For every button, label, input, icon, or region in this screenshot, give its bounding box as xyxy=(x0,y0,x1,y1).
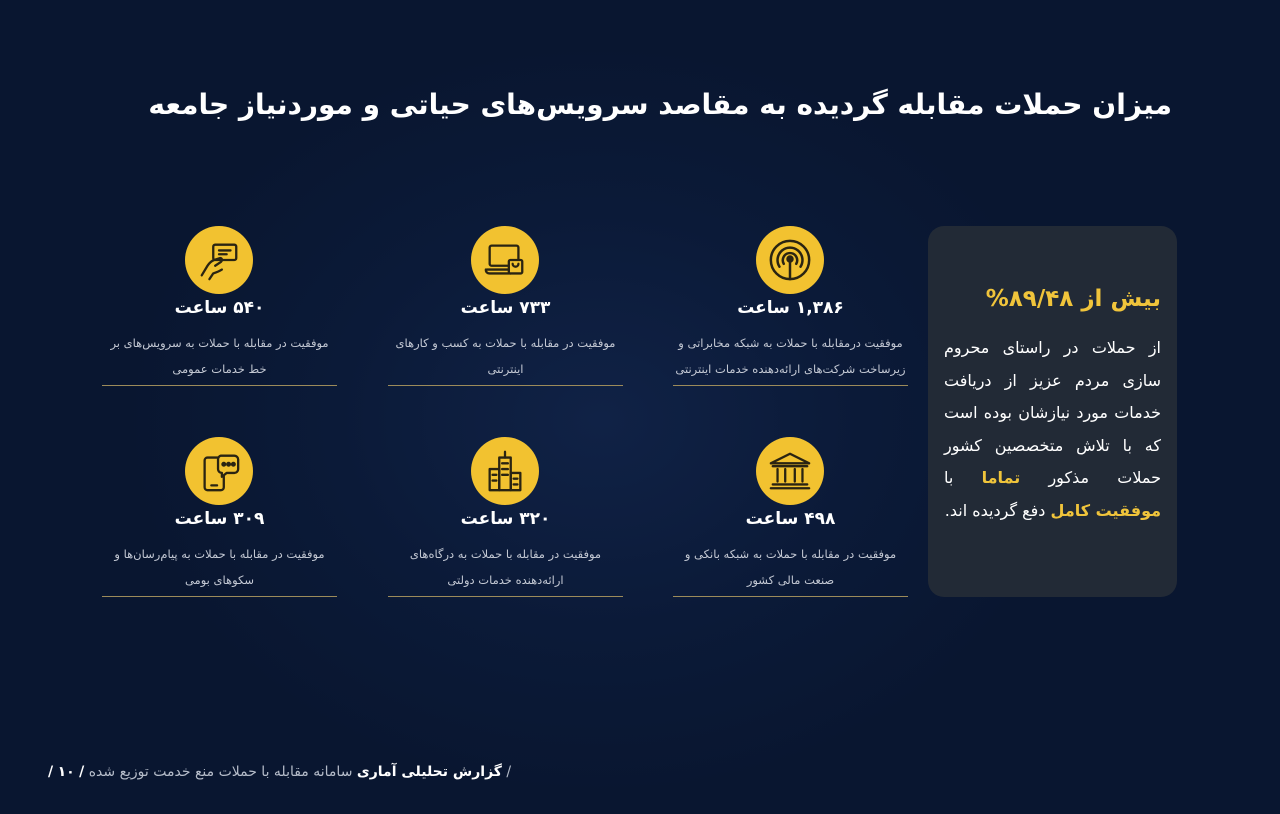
stat-government-portals xyxy=(388,437,623,597)
stat-description: موفقیت در مقابله با حملات به پیام‌رسان‌ها و سکوهای بومی xyxy=(114,547,325,587)
bank-icon xyxy=(756,437,824,505)
stat-description: موفقیت در مقابله با حملات به سرویس‌های بر خط خدمات عمومی xyxy=(110,336,329,376)
summary-text xyxy=(944,332,1161,527)
divider xyxy=(388,596,623,597)
hand-card-icon xyxy=(185,226,253,294)
summary-heading: بیش از ۸۹/۴۸% xyxy=(985,286,1161,312)
stat-description: موفقیت درمقابله با حملات به شبکه مخابراتی و زیرساخت شرکت‌های ارائه‌دهنده خدمات اینترنتی xyxy=(675,336,906,376)
stat-hours: ۳۰۹ ساعت xyxy=(174,509,265,529)
summary-card xyxy=(928,226,1177,597)
divider xyxy=(388,385,623,386)
summary-highlight-fully: تماما xyxy=(981,468,1021,487)
broadcast-antenna-icon xyxy=(756,226,824,294)
footer-page-slash-end: / xyxy=(48,764,54,780)
page-number: ۱۰ xyxy=(57,764,75,780)
divider xyxy=(102,385,337,386)
messenger-phone-icon xyxy=(185,437,253,505)
stat-messengers xyxy=(102,437,337,597)
online-shop-icon xyxy=(471,226,539,294)
divider xyxy=(673,385,908,386)
summary-text-after: دفع گردیده اند. xyxy=(944,500,1046,520)
footer-slash: / xyxy=(501,764,512,780)
footer-subtitle: سامانه مقابله با حملات منع خدمت توزیع شده xyxy=(88,764,353,780)
stat-description: موفقیت در مقابله با حملات به کسب و کارهای اینترنتی xyxy=(395,336,616,376)
divider xyxy=(673,596,908,597)
government-building-icon xyxy=(471,437,539,505)
stat-hours: ۵۴۰ ساعت xyxy=(174,298,265,318)
stat-hours: ۴۹۸ ساعت xyxy=(745,509,836,529)
summary-text-middle: با xyxy=(944,468,954,487)
stat-banking xyxy=(673,437,908,597)
footer-page-slash: / xyxy=(79,764,85,780)
stat-hours: ۳۲۰ ساعت xyxy=(460,509,551,529)
stat-telecom xyxy=(673,226,908,386)
footer-label: گزارش تحلیلی آماری xyxy=(356,764,502,780)
stat-public-services xyxy=(102,226,337,386)
footer xyxy=(48,764,511,780)
page-title: میزان حملات مقابله گردیده به مقاصد سرویس‌های حیاتی و موردنیاز جامعه xyxy=(148,88,1172,121)
stat-online-business xyxy=(388,226,623,386)
stat-description: موفقیت در مقابله با حملات به شبکه بانکی و صنعت مالی کشور xyxy=(684,547,897,587)
divider xyxy=(102,596,337,597)
stat-hours: ۱,۳۸۶ ساعت xyxy=(737,298,844,318)
stat-hours: ۷۳۳ ساعت xyxy=(460,298,551,318)
stat-description: موفقیت در مقابله با حملات به درگاه‌های ارائه‌دهنده خدمات دولتی xyxy=(409,547,602,587)
summary-text-before: از حملات در راستای محروم سازی مردم عزیز از دریافت خدمات مورد نیازشان بوده است که با تلاش متخصصین کشور حملات مذکور xyxy=(944,338,1162,487)
summary-highlight-success: موفقیت کامل xyxy=(1050,500,1161,520)
